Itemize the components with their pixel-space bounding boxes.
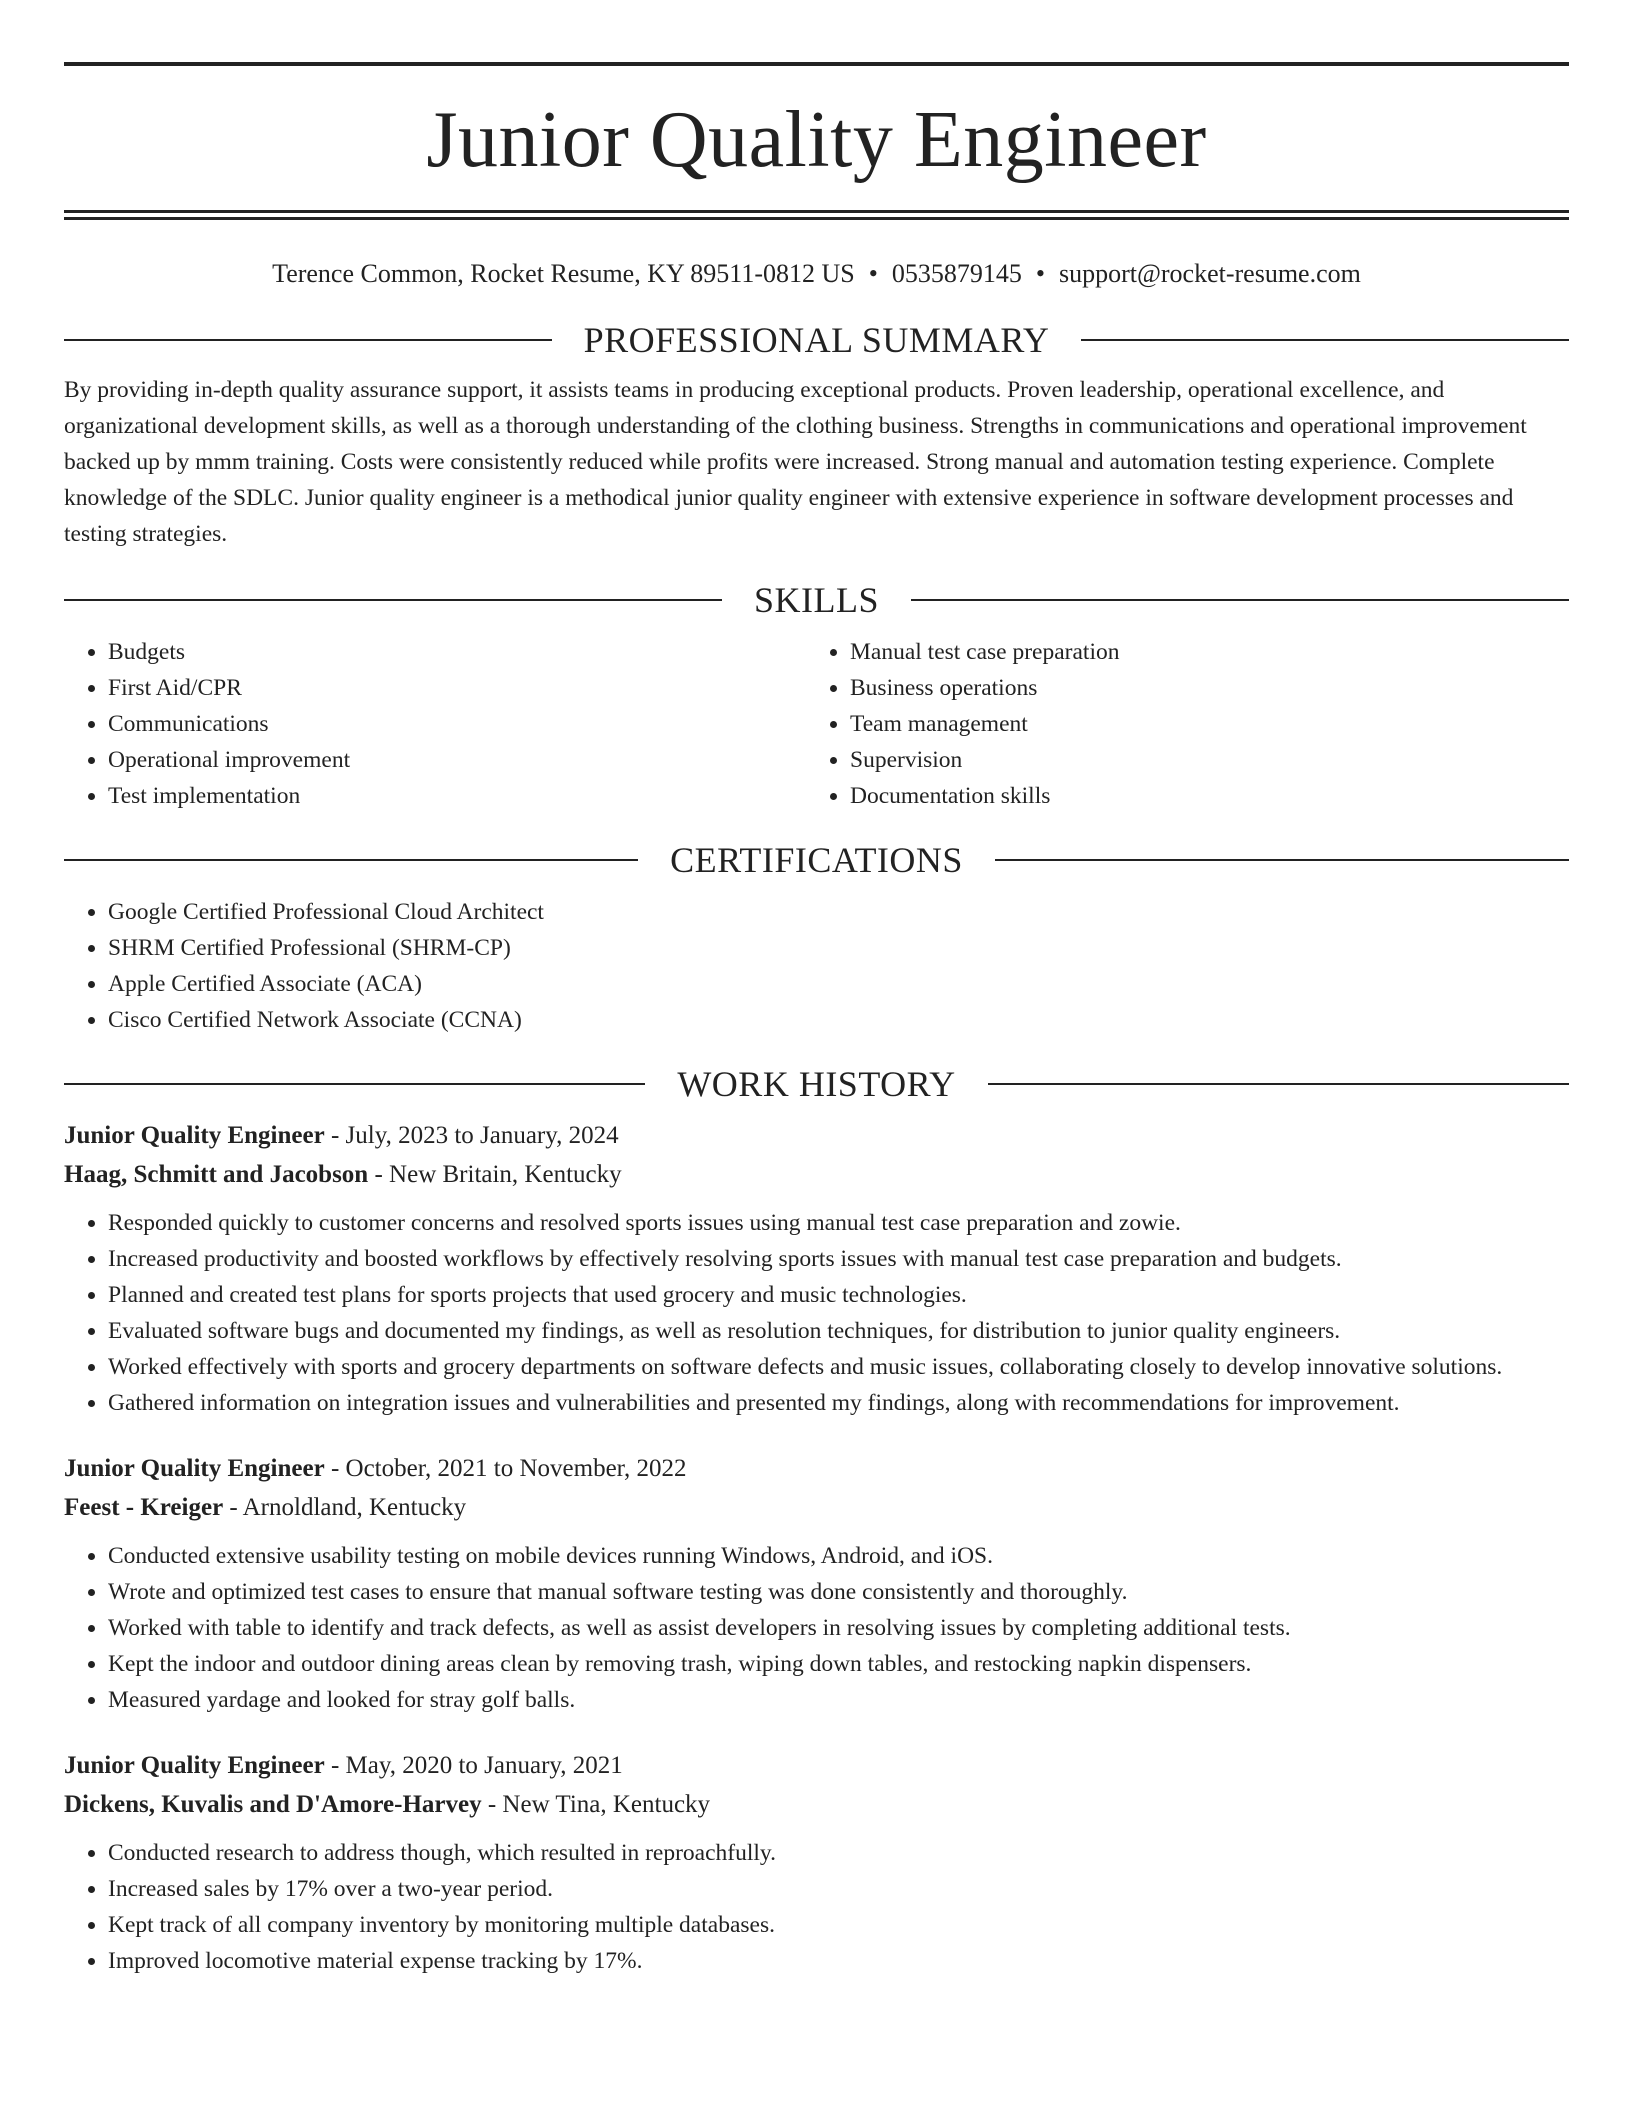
job-entry <box>64 1746 1569 1979</box>
section-rule-left <box>64 859 638 861</box>
job-title: Junior Quality Engineer <box>64 1122 325 1149</box>
section-rule-left <box>64 339 552 341</box>
job-location: - New Tina, Kentucky <box>481 1791 711 1818</box>
section-rule-left <box>64 599 722 601</box>
section-header-skills <box>64 578 1569 622</box>
job-dates: - July, 2023 to January, 2024 <box>324 1122 619 1149</box>
job-bullets <box>64 1538 1569 1718</box>
section-rule-right <box>988 1083 1569 1085</box>
skill-item: • Test implementation <box>108 778 806 814</box>
skill-item: • Supervision <box>850 742 1548 778</box>
job-entry <box>64 1116 1569 1421</box>
job-dates: - October, 2021 to November, 2022 <box>324 1455 687 1482</box>
skills-column-right <box>806 634 1548 814</box>
skills-column-left <box>64 634 806 814</box>
section-title-summary: PROFESSIONAL SUMMARY <box>583 320 1050 360</box>
page-title: Junior Quality Engineer <box>426 96 1207 184</box>
contact-email[interactable]: support@rocket-resume.com <box>1058 259 1361 288</box>
certification-item: • SHRM Certified Professional (SHRM-CP) <box>108 930 1569 966</box>
job-bullet: • Responded quickly to customer concerns and resolved sports issues using manual test case preparation and zowie. <box>108 1205 1569 1241</box>
contact-separator: • <box>1035 259 1045 288</box>
job-dates: - May, 2020 to January, 2021 <box>324 1752 623 1779</box>
job-company: Haag, Schmitt and Jacobson <box>64 1161 369 1188</box>
section-rule-right <box>995 859 1569 861</box>
job-bullet: • Kept track of all company inventory by monitoring multiple databases. <box>108 1907 1569 1943</box>
job-bullet: • Worked effectively with sports and grocery departments on software defects and music issues, collaborating closely to develop innovative solutions. <box>108 1349 1569 1385</box>
contact-address: Terence Common, Rocket Resume, KY 89511-0812 US <box>272 259 855 288</box>
job-location: - Arnoldland, Kentucky <box>223 1494 467 1521</box>
job-company: Feest - Kreiger <box>64 1494 224 1521</box>
skill-item: • Manual test case preparation <box>850 634 1548 670</box>
skills-list <box>64 634 1569 814</box>
job-title-line <box>64 1116 1569 1155</box>
skill-item: • First Aid/CPR <box>108 670 806 706</box>
section-rule-left <box>64 1083 645 1085</box>
skill-item: • Operational improvement <box>108 742 806 778</box>
job-bullet: • Conducted research to address though, which resulted in reproachfully. <box>108 1835 1569 1871</box>
job-company: Dickens, Kuvalis and D'Amore-Harvey <box>64 1791 482 1818</box>
job-bullet: • Conducted extensive usability testing on mobile devices running Windows, Android, and iOS. <box>108 1538 1569 1574</box>
contact-separator: • <box>868 259 878 288</box>
job-company-line <box>64 1488 1569 1527</box>
job-bullet: • Worked with table to identify and track defects, as well as assist developers in resolving issues by completing additional tests. <box>108 1610 1569 1646</box>
job-title-line <box>64 1746 1569 1785</box>
job-bullet: • Improved locomotive material expense tracking by 17%. <box>108 1943 1569 1979</box>
section-header-summary <box>64 318 1569 362</box>
section-title-skills: SKILLS <box>754 580 880 620</box>
skill-item: • Team management <box>850 706 1548 742</box>
job-bullet: • Gathered information on integration issues and vulnerabilities and presented my findings, along with recommendations for improvement. <box>108 1385 1569 1421</box>
job-company-line <box>64 1785 1569 1824</box>
section-header-work-history <box>64 1062 1569 1106</box>
section-header-certifications <box>64 838 1569 882</box>
section-rule-right <box>911 599 1569 601</box>
section-title-work-history: WORK HISTORY <box>677 1064 956 1104</box>
skill-item: • Budgets <box>108 634 806 670</box>
job-bullet: • Wrote and optimized test cases to ensure that manual software testing was done consistently and thoroughly. <box>108 1574 1569 1610</box>
certification-item: • Google Certified Professional Cloud Architect <box>108 894 1569 930</box>
job-bullets <box>64 1835 1569 1979</box>
job-title: Junior Quality Engineer <box>64 1752 325 1779</box>
summary-paragraph: By providing in-depth quality assurance support, it assists teams in producing exceptional products. Proven leadership, operational excellence, and organizational development skills, as well as a thorough understanding of the clothing business. Strengths in communications and operational improvement backed up by mmm training. Costs were consistently reduced while profits were increased. Strong manual and automation testing experience. Complete knowledge of the SDLC. Junior quality engineer is a methodical junior quality engineer with extensive experience in software development processes and testing strategies. <box>64 377 1527 547</box>
job-bullet: • Increased sales by 17% over a two-year period. <box>108 1871 1569 1907</box>
job-bullets <box>64 1205 1569 1421</box>
job-bullet: • Planned and created test plans for sports projects that used grocery and music technologies. <box>108 1277 1569 1313</box>
job-bullet: • Evaluated software bugs and documented my findings, as well as resolution techniques, for distribution to junior quality engineers. <box>108 1313 1569 1349</box>
job-entry <box>64 1449 1569 1718</box>
skill-item: • Communications <box>108 706 806 742</box>
contact-line <box>64 256 1569 292</box>
job-title-line <box>64 1449 1569 1488</box>
section-rule-right <box>1081 339 1569 341</box>
section-title-certifications: CERTIFICATIONS <box>670 840 963 880</box>
certification-item: • Cisco Certified Network Associate (CCNA) <box>108 1002 1569 1038</box>
job-bullet: • Measured yardage and looked for stray golf balls. <box>108 1682 1569 1718</box>
job-bullet: • Kept the indoor and outdoor dining areas clean by removing trash, wiping down tables, and restocking napkin dispensers. <box>108 1646 1569 1682</box>
skill-item: • Documentation skills <box>850 778 1548 814</box>
title-double-rule <box>64 210 1569 220</box>
certification-item: • Apple Certified Associate (ACA) <box>108 966 1569 1002</box>
job-bullet: • Increased productivity and boosted workflows by effectively resolving sports issues with manual test case preparation and budgets. <box>108 1241 1569 1277</box>
certifications-list <box>64 894 1569 1038</box>
job-company-line <box>64 1155 1569 1194</box>
top-rule <box>64 62 1569 66</box>
job-title: Junior Quality Engineer <box>64 1455 325 1482</box>
contact-phone[interactable]: 0535879145 <box>891 259 1022 288</box>
job-location: - New Britain, Kentucky <box>368 1161 622 1188</box>
skill-item: • Business operations <box>850 670 1548 706</box>
